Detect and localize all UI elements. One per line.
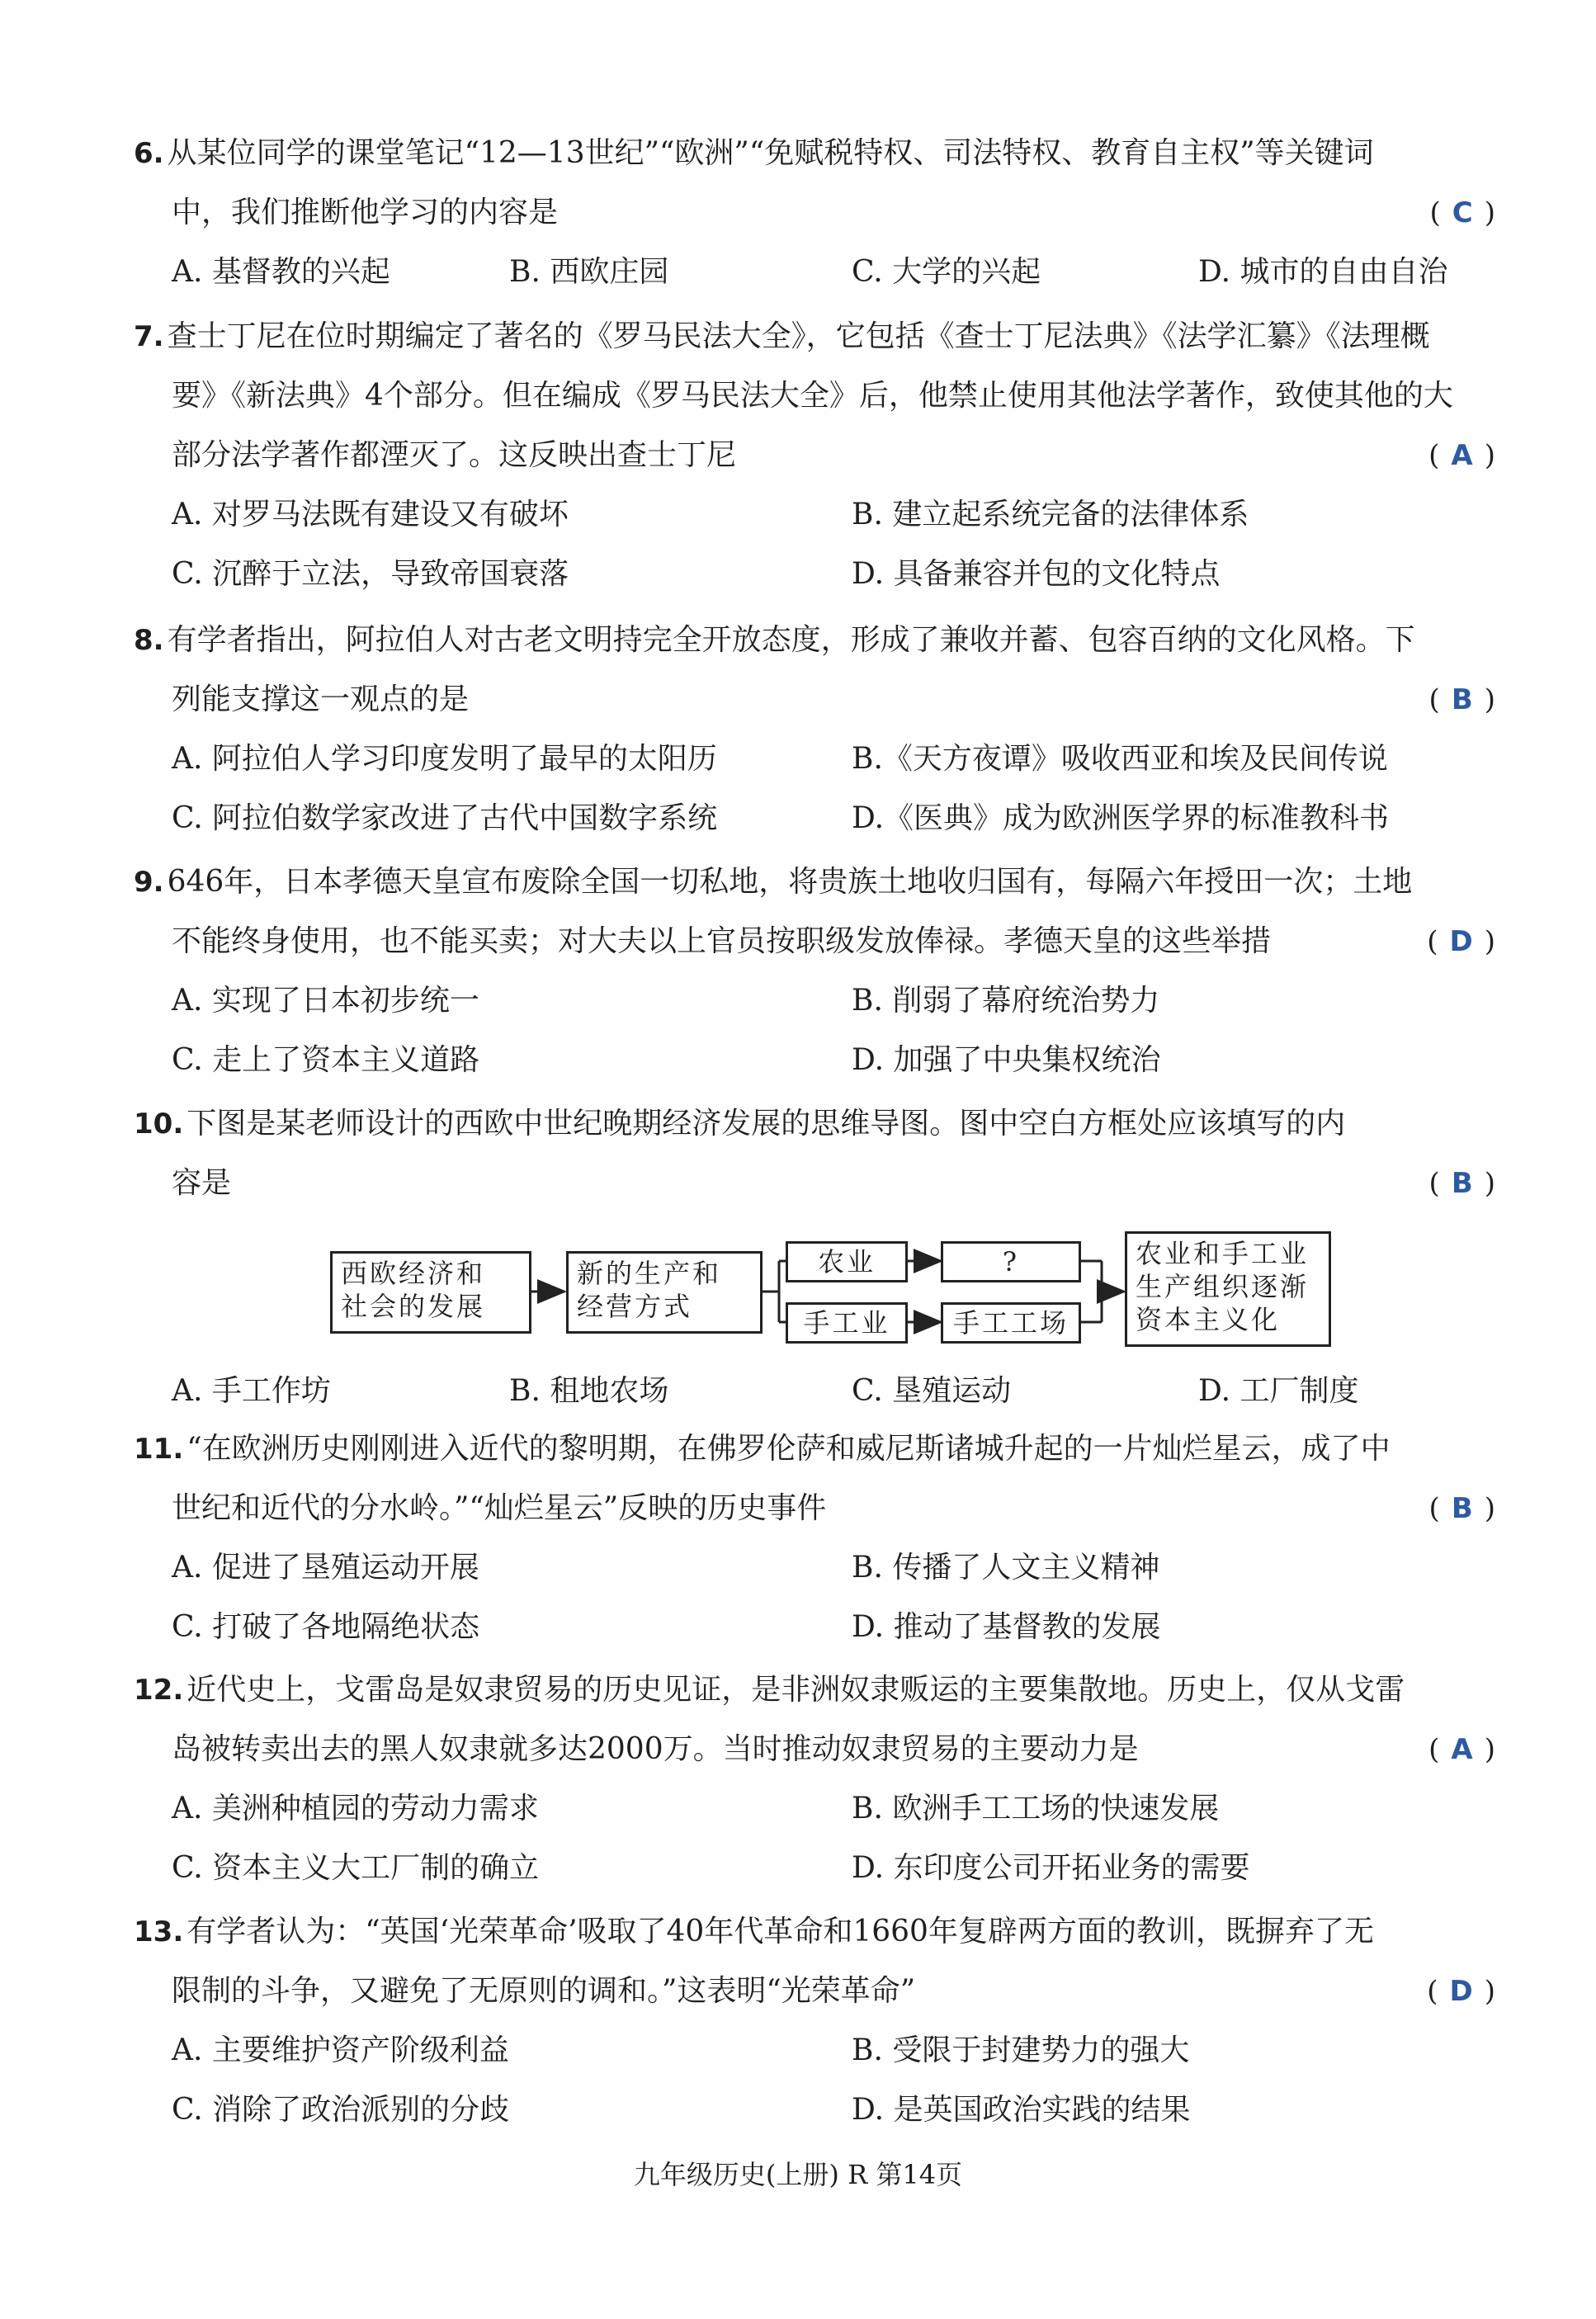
option-d: D.《医典》成为欧洲医学界的标准教科书 — [852, 801, 1390, 835]
option-b: B. 建立起系统完备的法律体系 — [852, 498, 1249, 531]
answer-letter: A — [1451, 1733, 1473, 1766]
options-row — [134, 1839, 1495, 1898]
box-handicraft: 手工业 — [786, 1302, 908, 1344]
answer-letter: D — [1449, 1975, 1473, 2008]
options-row — [134, 789, 1495, 848]
options-row — [134, 1538, 1495, 1598]
answer-letter: B — [1451, 1167, 1473, 1200]
mind-map-diagram — [330, 1230, 1353, 1353]
question-text: 世纪和近代的分水岭。”“灿烂星云”反映的历史事件 — [172, 1491, 827, 1525]
options-row — [134, 730, 1495, 789]
option-b: B. 租地农场 — [509, 1374, 669, 1408]
question-number: 13. — [134, 1915, 184, 1948]
question-12 — [134, 1660, 1495, 1898]
option-a: A. 阿拉伯人学习印度发明了最早的太阳历 — [172, 742, 717, 776]
answer-bracket: ( A ) — [1428, 1733, 1495, 1766]
options-row — [134, 2021, 1495, 2080]
answer-bracket: ( B ) — [1428, 1492, 1495, 1525]
box-new-production: 新的生产和 经营方式 — [566, 1251, 763, 1334]
question-text: 有学者认为：“英国‘光荣革命’吸取了40年代革命和1660年复辟两方面的教训，既摒弃了无 — [187, 1915, 1374, 1948]
option-b: B. 削弱了幕府统治势力 — [852, 984, 1160, 1018]
question-10-options — [134, 1362, 1495, 1421]
option-a: A. 手工作坊 — [172, 1374, 331, 1408]
options-row — [134, 1779, 1495, 1839]
box-capitalist-result: 农业和手工业 生产组织逐渐 资本主义化 — [1125, 1231, 1331, 1347]
question-text: 部分法学著作都湮灭了。这反映出查士丁尼 — [172, 438, 737, 472]
options-row — [134, 485, 1495, 545]
question-text: 中，我们推断他学习的内容是 — [172, 196, 559, 229]
question-number: 7. — [134, 320, 164, 353]
question-13 — [134, 1902, 1495, 2140]
question-text: 不能终身使用，也不能买卖；对大夫以上官员按职级发放俸禄。孝德天皇的这些举措 — [172, 924, 1272, 958]
answer-letter: A — [1451, 439, 1473, 472]
question-text: 列能支撑这一观点的是 — [172, 682, 470, 716]
page-footer: 九年级历史(上册) R 第14页 — [633, 2159, 963, 2190]
answer-bracket: ( D ) — [1427, 1975, 1495, 2008]
option-d: D. 加强了中央集权统治 — [852, 1043, 1161, 1077]
options-row — [134, 1598, 1495, 1657]
question-text: 下图是某老师设计的西欧中世纪晚期经济发展的思维导图。图中空白方框处应该填写的内 — [187, 1107, 1346, 1141]
option-c: C. 大学的兴起 — [852, 255, 1041, 289]
answer-bracket: ( B ) — [1428, 1167, 1495, 1200]
box-blank-question: ? — [941, 1241, 1081, 1282]
question-text: “在欧洲历史刚刚进入近代的黎明期，在佛罗伦萨和威尼斯诸城升起的一片灿烂星云，成了中 — [187, 1432, 1391, 1466]
option-d: D. 具备兼容并包的文化特点 — [852, 557, 1221, 591]
option-d: D. 工厂制度 — [1198, 1374, 1359, 1408]
question-text: 限制的斗争，又避免了无原则的调和。”这表明“光荣革命” — [172, 1974, 916, 2008]
options-row — [134, 243, 1495, 302]
question-number: 11. — [134, 1433, 184, 1466]
question-text: 近代史上，戈雷岛是奴隶贸易的历史见证，是非洲奴隶贩运的主要集散地。历史上，仅从戈雷 — [187, 1673, 1405, 1707]
option-d: D. 是英国政治实践的结果 — [852, 2093, 1191, 2127]
option-c: C. 打破了各地隔绝状态 — [172, 1610, 480, 1644]
answer-letter: B — [1451, 683, 1473, 716]
option-a: A. 主要维护资产阶级利益 — [172, 2033, 509, 2067]
question-text: 岛被转卖出去的黑人奴隶就多达2000万。当时推动奴隶贸易的主要动力是 — [172, 1732, 1139, 1766]
question-text: 从某位同学的课堂笔记“12—13世纪”“欧洲”“免赋税特权、司法特权、教育自主权”等关键词 — [167, 136, 1374, 170]
option-a: A. 基督教的兴起 — [172, 255, 390, 289]
options-row — [134, 1031, 1495, 1090]
option-d: D. 东印度公司开拓业务的需要 — [852, 1851, 1250, 1885]
option-b: B. 受限于封建势力的强大 — [852, 2033, 1190, 2067]
question-text: 查士丁尼在位时期编定了著名的《罗马民法大全》，它包括《查士丁尼法典》《法学汇纂》《法理概 — [167, 319, 1430, 353]
answer-letter: D — [1449, 925, 1473, 958]
question-11 — [134, 1419, 1495, 1657]
question-number: 9. — [134, 866, 164, 899]
answer-bracket: ( C ) — [1429, 196, 1495, 229]
question-9 — [134, 853, 1495, 1090]
question-10 — [134, 1094, 1495, 1213]
question-number: 12. — [134, 1674, 184, 1707]
options-row — [134, 971, 1495, 1031]
answer-bracket: ( A ) — [1428, 439, 1495, 472]
box-agriculture: 农业 — [786, 1241, 908, 1282]
box-workshop: 手工工场 — [941, 1302, 1081, 1344]
answer-letter: C — [1452, 196, 1473, 229]
question-text: 容是 — [172, 1166, 232, 1200]
question-number: 8. — [134, 624, 164, 657]
question-6 — [134, 124, 1495, 302]
option-c: C. 走上了资本主义道路 — [172, 1043, 480, 1077]
option-c: C. 消除了政治派别的分歧 — [172, 2093, 510, 2127]
options-row — [134, 545, 1495, 604]
question-number: 6. — [134, 137, 164, 170]
option-d: D. 推动了基督教的发展 — [852, 1610, 1161, 1644]
option-b: B.《天方夜谭》吸收西亚和埃及民间传说 — [852, 742, 1388, 776]
option-c: C. 资本主义大工厂制的确立 — [172, 1851, 540, 1885]
question-7 — [134, 307, 1495, 604]
option-a: A. 美洲种植园的劳动力需求 — [172, 1792, 539, 1825]
question-text: 646年，日本孝德天皇宣布废除全国一切私地，将贵族土地收归国有，每隔六年授田一次；土地 — [167, 865, 1413, 899]
option-b: B. 传播了人文主义精神 — [852, 1551, 1160, 1585]
options-row — [134, 2080, 1495, 2140]
option-c: C. 沉醉于立法，导致帝国衰落 — [172, 557, 569, 591]
answer-bracket: ( B ) — [1428, 683, 1495, 716]
answer-bracket: ( D ) — [1427, 925, 1495, 958]
option-a: A. 实现了日本初步统一 — [172, 984, 479, 1018]
option-c: C. 阿拉伯数学家改进了古代中国数字系统 — [172, 801, 718, 835]
question-8 — [134, 611, 1495, 848]
option-b: B. 西欧庄园 — [509, 255, 669, 289]
question-text: 要》《新法典》4个部分。但在编成《罗马民法大全》后，他禁止使用其他法学著作，致使其他的大 — [172, 379, 1453, 413]
option-b: B. 欧洲手工工场的快速发展 — [852, 1792, 1220, 1825]
option-c: C. 垦殖运动 — [852, 1374, 1012, 1408]
answer-letter: B — [1451, 1492, 1473, 1525]
question-number: 10. — [134, 1108, 184, 1141]
option-a: A. 对罗马法既有建设又有破坏 — [172, 498, 569, 531]
option-a: A. 促进了垦殖运动开展 — [172, 1551, 479, 1585]
question-text: 有学者指出，阿拉伯人对古老文明持完全开放态度，形成了兼收并蓄、包容百纳的文化风格。下 — [167, 623, 1415, 657]
options-row — [134, 1362, 1495, 1421]
option-d: D. 城市的自由自治 — [1198, 255, 1448, 289]
box-economy-society: 西欧经济和 社会的发展 — [330, 1251, 531, 1334]
